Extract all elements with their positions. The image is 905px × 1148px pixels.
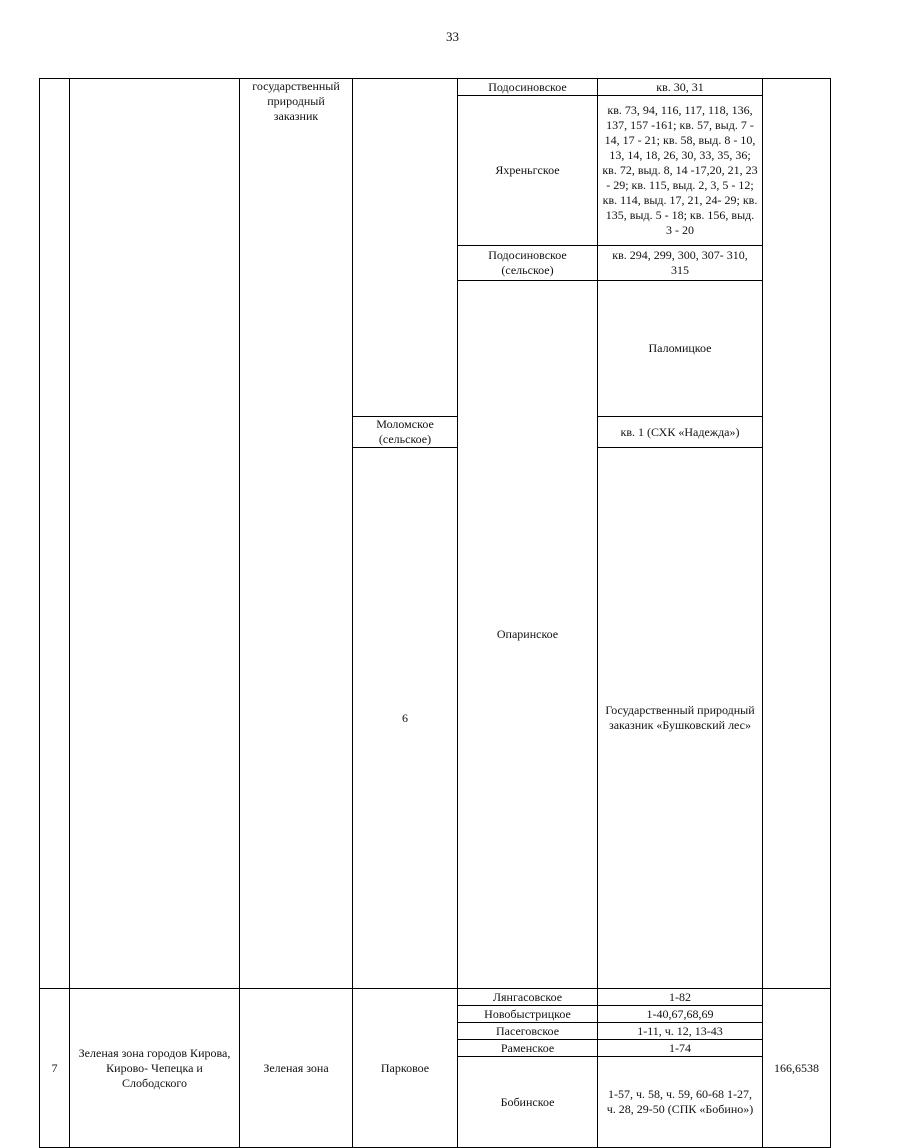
number-cell: 7	[40, 989, 70, 1148]
area-cell: 166,6538	[763, 989, 831, 1148]
quarters-cell: кв. 294, 299, 300, 307- 310, 315	[598, 246, 763, 281]
forestry-cell: Подосиновское (сельское)	[458, 246, 598, 281]
type-cell: государственный природный заказник	[240, 79, 353, 989]
forestry-cell: Пасеговское	[458, 1023, 598, 1040]
quarters-cell: кв. 73, 94, 116, 117, 118, 136, 137, 157 -161; кв. 57, выд. 7 - 14, 17 - 21; кв. 58, выд. 8 - 10, 13, 14, 18, 26, 30, 33, 35, 36; кв. 72, выд. 8, 14 -17,20, 21, 23 - 29; кв. 115, выд. 2, 3, 5 - 12; кв. 114, выд. 17, 21, 24- 29; кв. 135, выд. 5 - 18; кв. 156, выд. 3 - 20	[598, 96, 763, 246]
name-cell	[70, 79, 240, 989]
quarters-cell: кв. 30, 31	[598, 79, 763, 96]
quarters-cell: 1-11, ч. 12, 13-43	[598, 1023, 763, 1040]
forestry-cell: Яхреньгское	[458, 96, 598, 246]
area-cell	[763, 79, 831, 989]
forestry-cell: Новобыстрицкое	[458, 1006, 598, 1023]
quarters-cell: 1-40,67,68,69	[598, 1006, 763, 1023]
district-cell: Опаринское	[458, 281, 598, 989]
quarters-cell: 1-74	[598, 1040, 763, 1057]
quarters-cell: 1-82	[598, 989, 763, 1006]
type-cell: Зеленая зона	[240, 989, 353, 1148]
number-cell: 6	[353, 448, 458, 989]
reserves-table	[39, 78, 831, 1148]
table-row	[40, 989, 831, 1006]
page-number: 33	[446, 29, 459, 44]
forestry-cell: Подосиновское	[458, 79, 598, 96]
district-cell: Парковое	[353, 989, 458, 1148]
forestry-cell: Лянгасовское	[458, 989, 598, 1006]
quarters-cell: 1-57, ч. 58, ч. 59, 60-68 1-27, ч. 28, 29-50 (СПК «Бобино»)	[598, 1057, 763, 1148]
forestry-cell: Моломское (сельское)	[353, 417, 458, 448]
district-cell	[353, 79, 458, 417]
name-cell: Государственный природный заказник «Бушковский лес»	[598, 448, 763, 989]
name-cell: Зеленая зона городов Кирова, Кирово- Чепецка и Слободского	[70, 989, 240, 1148]
quarters-cell: кв. 1 (СХК «Надежда»)	[598, 417, 763, 448]
number-cell	[40, 79, 70, 989]
forestry-cell: Паломицкое	[598, 281, 763, 417]
forestry-cell: Бобинское	[458, 1057, 598, 1148]
table-row	[40, 79, 831, 96]
forestry-cell: Раменское	[458, 1040, 598, 1057]
